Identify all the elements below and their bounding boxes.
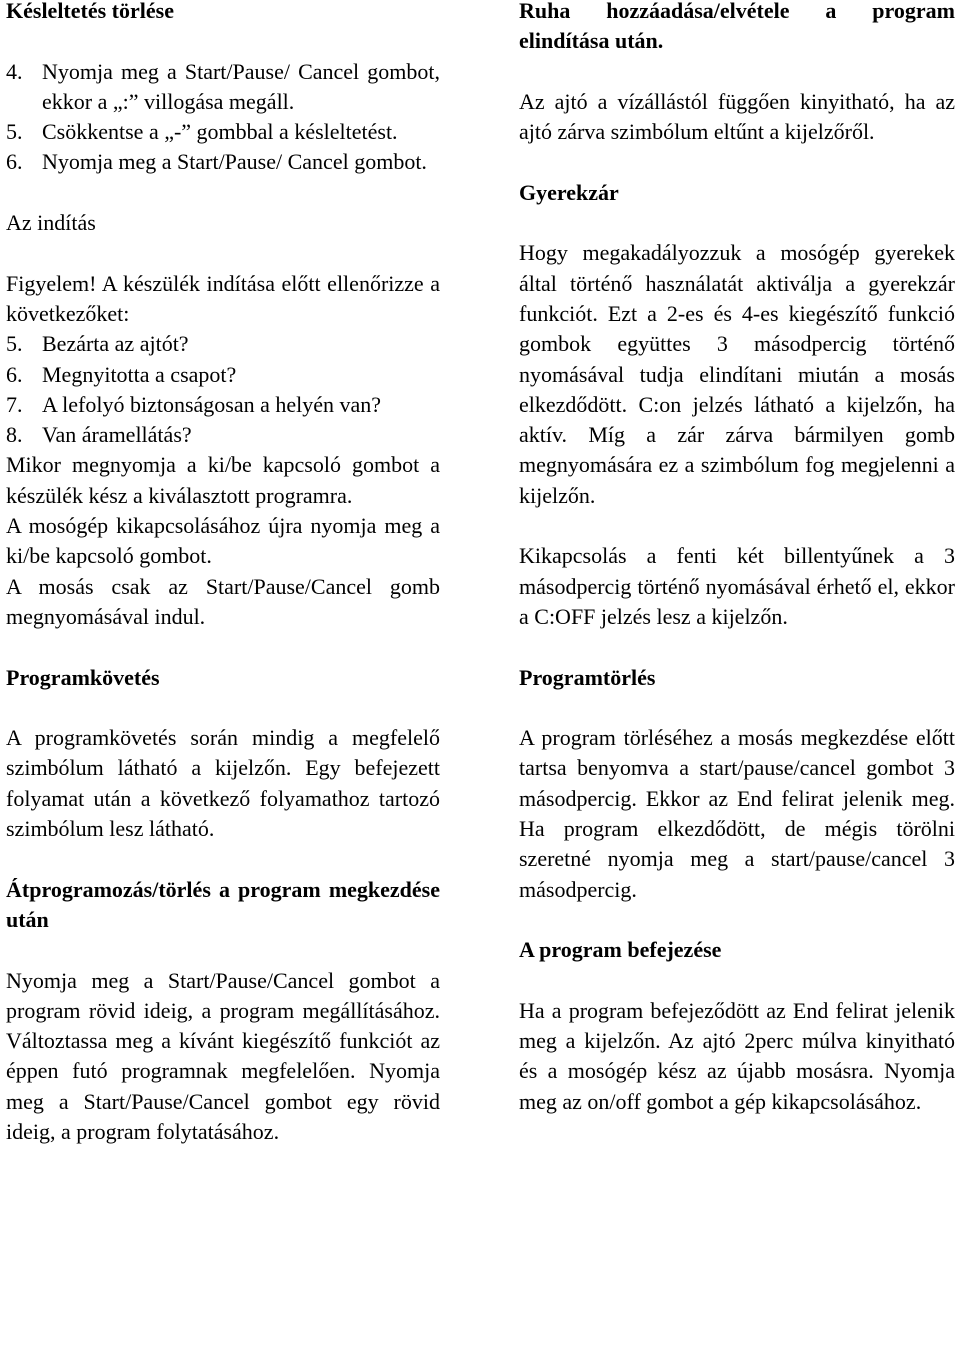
list-item: 5. Csökkentse a „-” gombbal a késleltetést. [6,119,398,145]
tracking-body: A programkövetés során mindig a megfelelő szimbólum látható a kijelzőn. Egy befejezett folyamat után a következő folyamathoz tartozó szimbólum lesz látható. [6,725,440,842]
left-column [6,0,440,1147]
tracking-heading: Programkövetés [6,664,160,690]
list-item: 4. Nyomja meg a Start/Pause/ Cancel gombot, ekkor a „:” villogása megáll. [6,58,440,114]
laundry-body: Az ajtó a vízállástól függően kinyitható, ha az ajtó zárva szimbólum eltűnt a kijelzőről. [519,88,955,145]
program-delete-body: A program törléséhez a mosás megkezdése előtt tartsa benyomva a start/pause/cancel gombot 3 másodpercig. Ekkor az End felirat jelenik meg. Ha program elkezdődött, de mégis törölni szeretné nyomja meg a start/pause/cancel 3 másodpercig. [519,725,955,902]
list-item: 6. Nyomja meg a Start/Pause/ Cancel gombot. [6,149,427,175]
right-column [519,0,955,1117]
start-paragraph: Mikor megnyomja a ki/be kapcsoló gombot a készülék kész a kiválasztott programra. [6,452,440,508]
start-paragraph: A mosás csak az Start/Pause/Cancel gomb megnyomásával indul. [6,573,440,629]
reprogram-heading: Átprogramozás/törlés a program megkezdése után [6,876,440,932]
start-paragraph: A mosógép kikapcsolásához újra nyomja meg a ki/be kapcsoló gombot. [6,513,440,569]
delay-cancel-heading: Késleltetés törlése [6,0,174,23]
list-item: 5. Bezárta az ajtót? [6,331,189,357]
start-heading: Az indítás [6,210,96,236]
program-end-body: Ha a program befejeződött az End felirat jelenik meg a kijelzőn. Az ajtó 2perc múlva kinyitható és a mosógép kész az újabb mosásra. Nyomja meg az on/off gombot a gép kikapcsolásához. [519,997,955,1114]
list-item: 7. A lefolyó biztonságosan a helyén van? [6,391,382,417]
laundry-heading: Ruha hozzáadása/elvétele a program elindítása után. [519,0,955,54]
program-delete-heading: Programtörlés [519,664,656,690]
list-item: 6. Megnyitotta a csapot? [6,361,237,387]
childlock-body: Hogy megakadályozzuk a mosógép gyerekek által történő használatát aktiválja a gyerekzár funkciót. Ezt a 2-es és 4-es kiegészítő funkció gombok együttes 3 másodpercig történő nyomásával tudja elindítani miután a mosás elkezdődött. C:on jelzés látható a kijelzőn, ha aktív. Míg a zár zárva bármilyen gomb megnyomására ez a szimbólum fog megjelenni a kijelzőn. [519,240,955,508]
reprogram-body: Nyomja meg a Start/Pause/Cancel gombot a program rövid ideig, a program megállításához. Változtassa meg a kívánt kiegészítő funkciót az éppen futó programnak megfelelően. Nyomja meg a Start/Pause/Cancel gombot egy rövid ideig, a program folytatásához. [6,967,440,1144]
childlock-off: Kikapcsolás a fenti két billentyűnek a 3 másodpercig történő nyomásával érhető el, ekkor a C:OFF jelzés lesz a kijelzőn. [519,543,955,629]
program-end-heading: A program befejezése [519,937,722,963]
list-item: 8. Van áramellátás? [6,422,192,448]
start-checklist [6,329,440,450]
start-intro: Figyelem! A készülék indítása előtt ellenőrizze a következőket: [6,270,440,326]
childlock-heading: Gyerekzár [519,179,619,205]
delay-cancel-steps [6,57,440,178]
